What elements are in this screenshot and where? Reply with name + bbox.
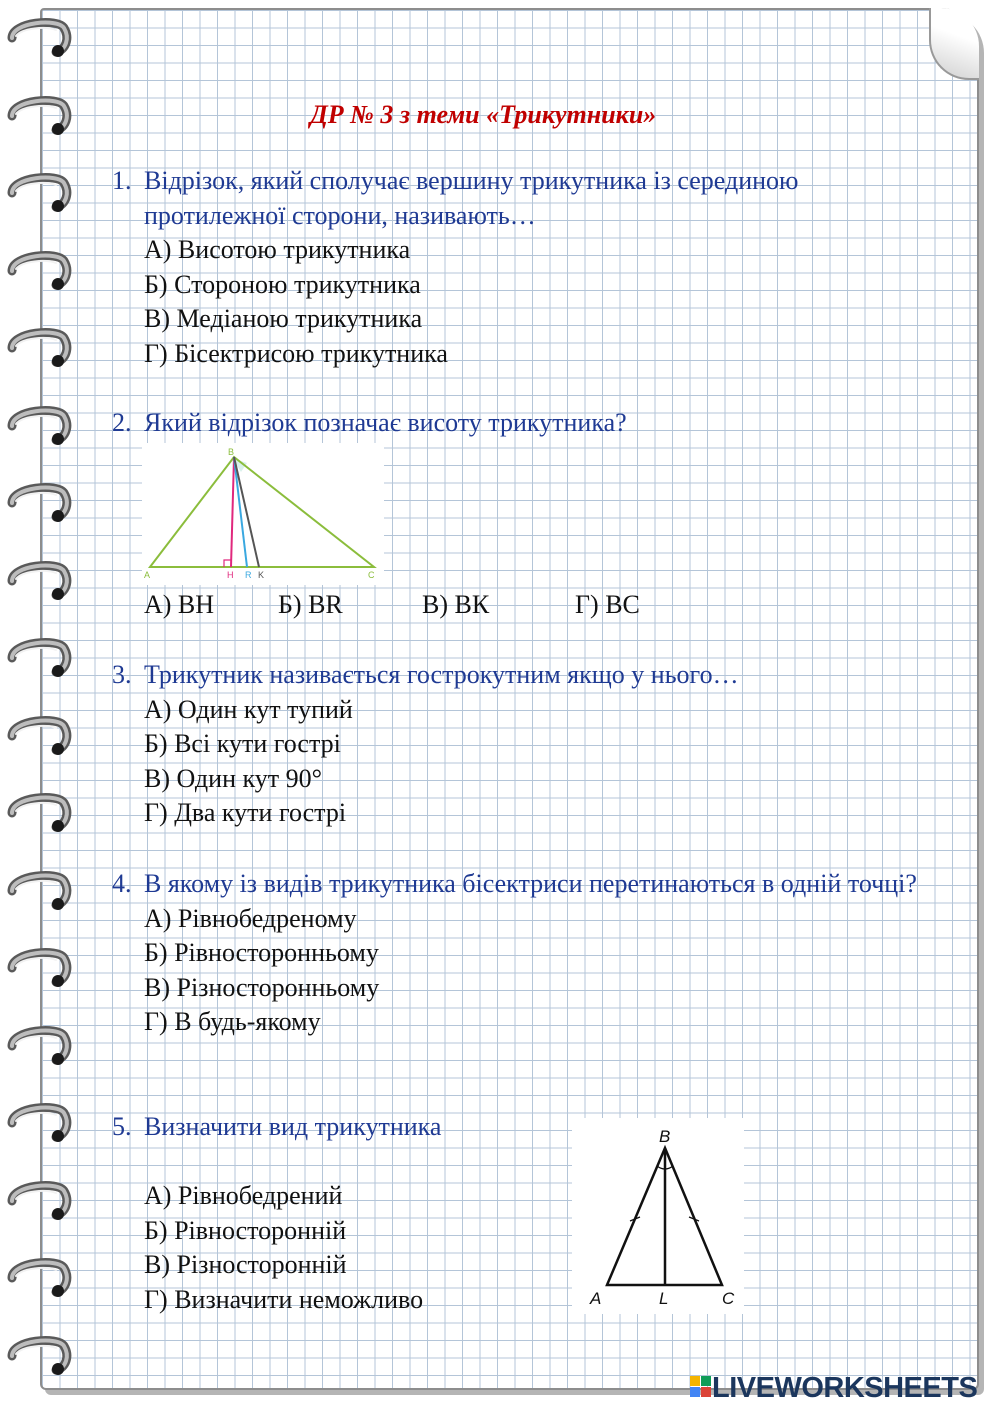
question-1 bbox=[112, 164, 930, 371]
question-2 bbox=[112, 406, 930, 441]
vertex-label-c: C bbox=[722, 1289, 735, 1308]
answer-option[interactable]: В) Різносторонній bbox=[144, 1250, 347, 1279]
answer-option[interactable]: Г) ВС bbox=[575, 590, 640, 619]
answer-option[interactable]: В) Медіаною трикутника bbox=[144, 304, 423, 333]
logo-icon bbox=[690, 1374, 712, 1400]
question-text: В якому із видів трикутника бісектриси перетинаються в одній точці? bbox=[144, 869, 917, 898]
answer-option[interactable]: Г) Бісектрисою трикутника bbox=[144, 338, 448, 368]
question-3 bbox=[112, 658, 930, 831]
vertex-label-b: B bbox=[228, 447, 235, 457]
question-number: 5. bbox=[112, 1112, 132, 1141]
vertex-label-a: A bbox=[144, 570, 151, 580]
triangle-heights-figure bbox=[142, 443, 384, 585]
answer-option[interactable]: В) Один кут 90° bbox=[144, 763, 323, 793]
point-label-l: L bbox=[659, 1289, 669, 1308]
question-text: Визначити вид трикутника bbox=[144, 1112, 442, 1141]
answer-option[interactable]: В) Різносторонньому bbox=[144, 972, 380, 1002]
question-5 bbox=[112, 1110, 930, 1317]
question-4 bbox=[112, 867, 930, 1040]
answer-option[interactable]: А) Рівнобедрений bbox=[144, 1181, 343, 1210]
answer-option[interactable]: В) ВК bbox=[422, 590, 490, 619]
answer-option[interactable]: Б) Рівносторонньому bbox=[144, 938, 379, 967]
answer-option[interactable]: А) Висотою трикутника bbox=[144, 235, 411, 264]
answer-option[interactable]: Б) BR bbox=[278, 590, 343, 619]
answer-option[interactable]: Г) В будь-якому bbox=[144, 1007, 321, 1036]
question-number: 2. bbox=[112, 408, 132, 437]
answer-option[interactable]: Б) Рівносторонній bbox=[144, 1215, 347, 1245]
answer-option[interactable]: Б) Стороною трикутника bbox=[144, 269, 421, 299]
answer-option[interactable]: А) ВН bbox=[144, 590, 215, 619]
point-label-h: H bbox=[227, 570, 234, 580]
vertex-label-a: A bbox=[590, 1289, 602, 1308]
brand-name: LIVEWORKSHEETS bbox=[712, 1372, 978, 1404]
question-text: Відрізок, який сполучає вершину трикутника із серединою протилежної сторони, називають… bbox=[144, 166, 799, 230]
question-number: 4. bbox=[112, 869, 132, 898]
question-text: Трикутник називається гострокутним якщо у нього… bbox=[144, 660, 739, 689]
answer-option[interactable]: А) Один кут тупий bbox=[144, 694, 353, 724]
answer-option[interactable]: Г) Два кути гострі bbox=[144, 798, 347, 827]
answer-option[interactable]: Б) Всі кути гострі bbox=[144, 729, 341, 758]
vertex-label-c: C bbox=[368, 570, 375, 580]
vertex-label-b: B bbox=[659, 1127, 671, 1146]
answer-option[interactable]: А) Рівнобедреному bbox=[144, 903, 357, 933]
spacer bbox=[144, 1145, 930, 1180]
question-text: Який відрізок позначає висоту трикутника? bbox=[144, 408, 627, 437]
question-number: 1. bbox=[112, 166, 132, 195]
page-title: ДР № 3 з теми «Трикутники» bbox=[310, 100, 657, 129]
liveworksheets-logo bbox=[690, 1372, 977, 1405]
answer-option[interactable]: Г) Визначити неможливо bbox=[144, 1284, 424, 1314]
point-label-k: K bbox=[258, 570, 265, 580]
point-label-r: R bbox=[245, 570, 252, 580]
isosceles-triangle-figure bbox=[572, 1118, 744, 1314]
question-number: 3. bbox=[112, 660, 132, 689]
